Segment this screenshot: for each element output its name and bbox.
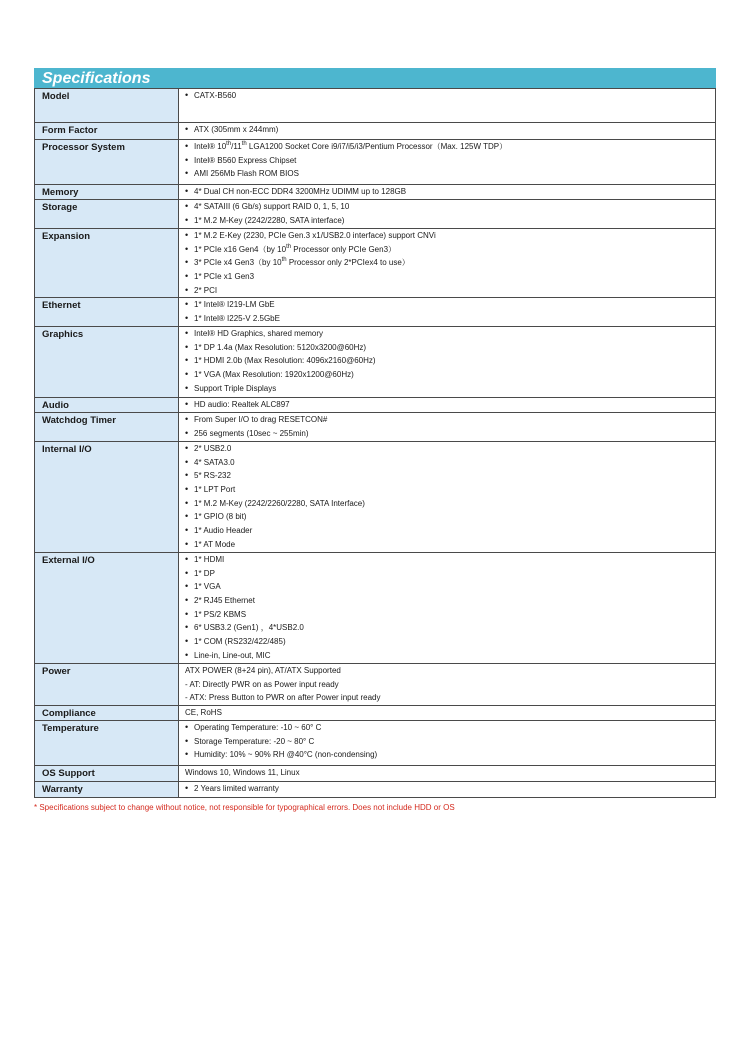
- spec-row: [35, 229, 716, 298]
- spec-value-line: • Operating Temperature: -10 ~ 60° C: [185, 721, 715, 735]
- spec-value: [179, 326, 716, 397]
- spec-value-line: • 5* RS-232: [185, 469, 715, 483]
- spec-value: [179, 663, 716, 705]
- spec-row: [35, 552, 716, 663]
- spec-value: [179, 298, 716, 326]
- spec-value-line: • 1* HDMI: [185, 553, 715, 567]
- spec-label: Ethernet: [35, 298, 179, 326]
- spec-value-line: • ATX (305mm x 244mm): [185, 123, 715, 137]
- spec-value-line: • 1* LPT Port: [185, 483, 715, 497]
- spec-label: Compliance: [35, 705, 179, 720]
- spec-value-line: • 1* M.2 M-Key (2242/2280, SATA interface): [185, 214, 715, 228]
- spec-value-line: • 1* PS/2 KBMS: [185, 608, 715, 622]
- spec-value-line: • 1* PCIe x16 Gen4（by 10th Processor only PCIe Gen3）: [185, 243, 715, 257]
- spec-value-line: • 4* Dual CH non-ECC DDR4 3200MHz UDIMM up to 128GB: [185, 185, 715, 199]
- spec-value: [179, 123, 716, 140]
- footnote: * Specifications subject to change without notice, not responsible for typographical errors. Does not include HDD or OS: [34, 803, 455, 812]
- spec-value-line: • HD audio: Realtek ALC897: [185, 398, 715, 412]
- spec-value-line: • Humidity: 10% ~ 90% RH @40°C (non-condensing): [185, 748, 715, 762]
- spec-row: [35, 326, 716, 397]
- spec-value: [179, 720, 716, 765]
- spec-value-line: • AMI 256Mb Flash ROM BIOS: [185, 167, 715, 181]
- spec-value: [179, 412, 716, 441]
- spec-value: [179, 89, 716, 123]
- spec-value: [179, 397, 716, 412]
- spec-label: Warranty: [35, 781, 179, 797]
- spec-row: [35, 397, 716, 412]
- spec-value-line: • 1* Intel® I225-V 2.5GbE: [185, 312, 715, 326]
- spec-value-line: • 6* USB3.2 (Gen1) ，4*USB2.0: [185, 621, 715, 635]
- spec-row: [35, 89, 716, 123]
- spec-value: [179, 200, 716, 229]
- spec-label: Expansion: [35, 229, 179, 298]
- spec-row: [35, 720, 716, 765]
- spec-row: [35, 123, 716, 140]
- spec-value-line: • 2* PCI: [185, 284, 715, 298]
- spec-row: [35, 200, 716, 229]
- spec-value-line: - ATX: Press Button to PWR on after Power input ready: [185, 693, 381, 703]
- spec-value-line: • CATX-B560: [185, 89, 715, 103]
- spec-value-line: • 1* Intel® I219-LM GbE: [185, 298, 715, 312]
- spec-value-line: • 1* M.2 E-Key (2230, PCIe Gen.3 x1/USB2.0 interface) support CNVi: [185, 229, 715, 243]
- spec-value-line: • 1* GPIO (8 bit): [185, 510, 715, 524]
- spec-value-line: • 1* AT Mode: [185, 538, 715, 552]
- spec-label: Memory: [35, 185, 179, 200]
- spec-value-line: • 1* HDMI 2.0b (Max Resolution: 4096x2160@60Hz): [185, 354, 715, 368]
- spec-value-line: • Intel® 10th/11th LGA1200 Socket Core i9/i7/i5/i3/Pentium Processor（Max. 125W TDP）: [185, 140, 715, 154]
- spec-row: [35, 781, 716, 797]
- spec-value: [179, 185, 716, 200]
- spec-value-line: • 1* M.2 M-Key (2242/2260/2280, SATA Interface): [185, 497, 715, 511]
- spec-label: Power: [35, 663, 179, 705]
- spec-label: Internal I/O: [35, 441, 179, 552]
- spec-value-line: Windows 10, Windows 11, Linux: [185, 767, 300, 777]
- spec-row: [35, 705, 716, 720]
- spec-value: [179, 705, 716, 720]
- spec-value-line: • 1* VGA: [185, 580, 715, 594]
- spec-value-line: ATX POWER (8+24 pin), AT/ATX Supported: [185, 665, 341, 675]
- spec-row: [35, 441, 716, 552]
- spec-row: [35, 298, 716, 326]
- spec-value-line: • 1* DP 1.4a (Max Resolution: 5120x3200@60Hz): [185, 341, 715, 355]
- spec-value-line: • 1* Audio Header: [185, 524, 715, 538]
- spec-value-line: • 2* RJ45 Ethernet: [185, 594, 715, 608]
- spec-value-line: • Support Triple Displays: [185, 382, 715, 396]
- spec-table: [34, 88, 716, 798]
- spec-value-line: - AT: Directly PWR on as Power input ready: [185, 679, 339, 689]
- spec-value: [179, 140, 716, 185]
- spec-value-line: • 1* COM (RS232/422/485): [185, 635, 715, 649]
- spec-row: [35, 185, 716, 200]
- specifications-banner: Specifications: [34, 68, 716, 88]
- spec-row: [35, 765, 716, 781]
- spec-sheet: [34, 68, 716, 798]
- spec-value: [179, 229, 716, 298]
- spec-label: Audio: [35, 397, 179, 412]
- spec-label: Model: [35, 89, 179, 123]
- spec-value-line: • 1* DP: [185, 567, 715, 581]
- spec-value-line: • 1* VGA (Max Resolution: 1920x1200@60Hz): [185, 368, 715, 382]
- spec-value-line: • From Super I/O to drag RESETCON#: [185, 413, 715, 427]
- spec-label: OS Support: [35, 765, 179, 781]
- spec-label: Processor System: [35, 140, 179, 185]
- spec-value-line: • 4* SATAIII (6 Gb/s) support RAID 0, 1, 5, 10: [185, 200, 715, 214]
- spec-label: Form Factor: [35, 123, 179, 140]
- spec-value-line: • 4* SATA3.0: [185, 456, 715, 470]
- spec-value-line: • 1* PCIe x1 Gen3: [185, 270, 715, 284]
- spec-label: Graphics: [35, 326, 179, 397]
- spec-value: [179, 765, 716, 781]
- spec-value-line: • Storage Temperature: -20 ~ 80° C: [185, 735, 715, 749]
- spec-value-line: • Line-in, Line-out, MIC: [185, 649, 715, 663]
- spec-row: [35, 412, 716, 441]
- spec-value: [179, 781, 716, 797]
- spec-value-line: • 3* PCIe x4 Gen3（by 10th Processor only 2*PCIex4 to use）: [185, 256, 715, 270]
- spec-value-line: • 2* USB2.0: [185, 442, 715, 456]
- spec-value-line: • Intel® HD Graphics, shared memory: [185, 327, 715, 341]
- spec-value-line: • Intel® B560 Express Chipset: [185, 154, 715, 168]
- spec-value-line: • 256 segments (10sec ~ 255min): [185, 427, 715, 441]
- spec-value: [179, 441, 716, 552]
- spec-value-line: CE, RoHS: [185, 707, 222, 717]
- spec-label: Watchdog Timer: [35, 412, 179, 441]
- spec-label: Storage: [35, 200, 179, 229]
- spec-label: Temperature: [35, 720, 179, 765]
- spec-row: [35, 663, 716, 705]
- spec-value-line: • 2 Years limited warranty: [185, 782, 715, 796]
- spec-label: External I/O: [35, 552, 179, 663]
- spec-row: [35, 140, 716, 185]
- spec-value: [179, 552, 716, 663]
